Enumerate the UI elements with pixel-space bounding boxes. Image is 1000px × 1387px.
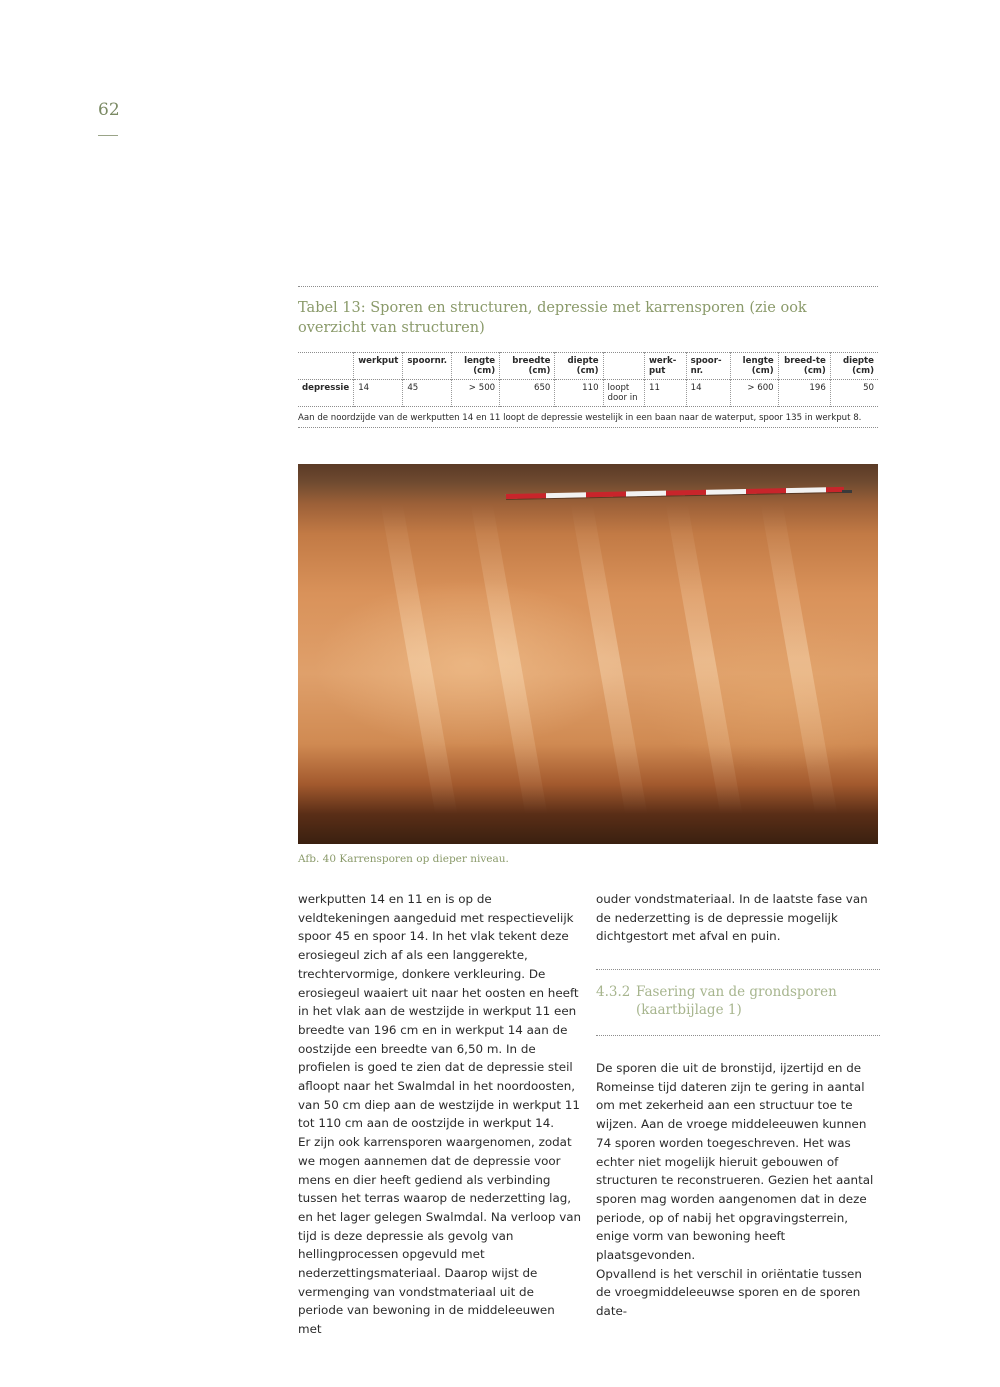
table-header-cell: spoornr. — [403, 353, 452, 380]
table-header-cell: diepte (cm) — [830, 353, 878, 380]
measuring-rod-tip — [842, 490, 852, 493]
table-bottom-rule — [298, 427, 878, 428]
page-number: 62 — [98, 100, 120, 120]
page-number-rule — [98, 135, 118, 136]
section-title: Fasering van de grondsporen (kaartbijlage 1) — [636, 984, 837, 1018]
table-top-rule — [298, 286, 878, 287]
body-paragraph: Er zijn ook karrensporen waargenomen, zodat we mogen aannemen dat de depressie voor mens en dier heeft gediend als verbinding tussen het terras waarop de nederzetting lag, en het lager gelegen Swalmdal. Na verloop van tijd is deze depressie als gevolg van hellingprocessen opgevuld met nederzettingsmateriaal. Daarop wijst de vermenging van vondstmateriaal uit de periode van bewoning in de middeleeuwen met — [298, 1135, 582, 1337]
cart-track-streak — [666, 504, 743, 814]
figure-caption: Afb. 40 Karrensporen op dieper niveau. — [298, 853, 509, 865]
table-header-cell: spoor-nr. — [686, 353, 730, 380]
table-header-cell: werkput — [354, 353, 403, 380]
table-header-cell: werk-put — [644, 353, 686, 380]
sporen-table — [298, 352, 878, 407]
table-row — [298, 380, 878, 407]
table-cell: 45 — [403, 380, 452, 407]
excavation-photo — [298, 464, 878, 844]
table-header-cell — [298, 353, 354, 380]
measuring-rod — [506, 487, 844, 499]
section-bottom-rule — [596, 1035, 880, 1036]
table-header-cell — [603, 353, 644, 380]
cart-track-streak — [571, 504, 648, 814]
body-paragraph: ouder vondstmateriaal. In de laatste fase van de nederzetting is de depressie mogelijk dichtgestort met afval en puin. — [596, 892, 868, 944]
table-cell: 196 — [778, 380, 830, 407]
table-title: Tabel 13: Sporen en structuren, depressie met karrensporen (zie ook overzicht van structuren) — [298, 300, 807, 336]
table-header-cell: lengte (cm) — [452, 353, 500, 380]
table-note: Aan de noordzijde van de werkputten 14 en 11 loopt de depressie westelijk in een baan naar de waterput, spoor 135 in werkput 8. — [298, 413, 862, 423]
cart-track-streak — [471, 504, 548, 814]
cart-track-streak — [761, 504, 838, 814]
table-cell: 650 — [500, 380, 555, 407]
table-cell: > 600 — [730, 380, 778, 407]
body-paragraph: werkputten 14 en 11 en is op de veldtekeningen aangeduid met respectievelijk spoor 45 en spoor 14. In het vlak tekent deze erosiegeul zich af als een langgerekte, trechtervormige, donkere verkleuring. De erosiegeul waaiert uit naar het oosten en heeft in het vlak aan de westzijde in werkput 11 een breedte van 196 cm en in werkput 14 aan de oostzijde een breedte van 6,50 m. In de profielen is goed te zien dat de depressie steil afloopt naar het Swalmdal in het noordoosten, van 50 cm diep aan de westzijde in werkput 11 tot 110 cm aan de oostzijde in werkput 14. — [298, 892, 580, 1131]
section-top-rule — [596, 969, 880, 970]
table-cell: 11 — [644, 380, 686, 407]
body-paragraph: Opvallend is het verschil in oriëntatie tussen de vroegmiddeleeuwse sporen en de sporen date- — [596, 1266, 862, 1319]
section-heading-block — [596, 969, 880, 1036]
right-column-top — [596, 890, 880, 946]
body-paragraph: De sporen die uit de bronstijd, ijzertijd en de Romeinse tijd dateren zijn te gering in aantal om met zekerheid aan een structuur toe te wijzen. Aan de vroege middeleeuwen kunnen 74 sporen worden toegeschreven. Het was echter niet mogelijk hieruit gebouwen of structuren te reconstrueren. Gezien het aantal sporen mag worden aangenomen dat in deze periode, op of nabij het opgravingsterrein, enige vorm van bewoning heeft plaatsgevonden. — [596, 1061, 874, 1263]
table-header-cell: diepte (cm) — [555, 353, 603, 380]
right-column-body — [596, 1059, 880, 1321]
table-cell: depressie — [302, 383, 350, 393]
table-header-cell: breed-te (cm) — [778, 353, 830, 380]
table-cell: 110 — [555, 380, 603, 407]
cart-track-streak — [381, 504, 458, 814]
table-cell: 14 — [354, 380, 403, 407]
table-cell: 50 — [830, 380, 878, 407]
table-header-cell: breedte (cm) — [500, 353, 555, 380]
table-cell: loopt door in — [603, 380, 644, 407]
table-cell: 14 — [686, 380, 730, 407]
left-column — [298, 890, 582, 1339]
table-cell: > 500 — [452, 380, 500, 407]
section-number: 4.3.2 — [596, 984, 631, 1000]
table-header-row — [298, 353, 878, 380]
section-heading — [596, 983, 880, 1019]
table-block — [298, 286, 878, 428]
table-header-cell: lengte (cm) — [730, 353, 778, 380]
